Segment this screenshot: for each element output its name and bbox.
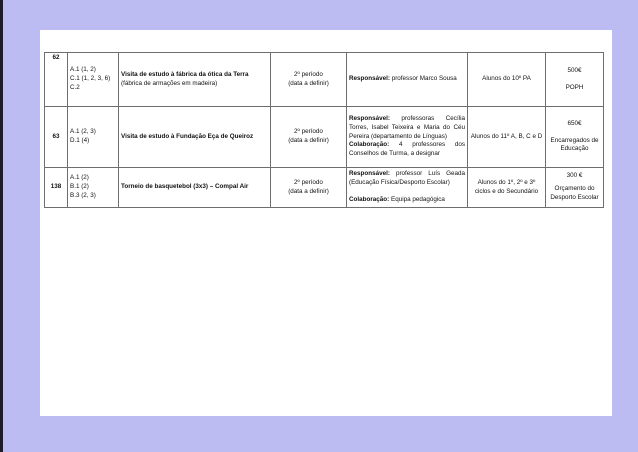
table-row bbox=[45, 168, 604, 208]
collaboration-text: 4 professores dos Conselhos de Turma, a designar bbox=[349, 141, 465, 158]
funding-source: POPH bbox=[565, 83, 584, 91]
window-edge bbox=[0, 0, 3, 452]
period-note: (data a definir) bbox=[288, 187, 329, 195]
responsible-cell bbox=[347, 107, 468, 168]
objective: D.1 (4) bbox=[70, 137, 90, 144]
objective: A.1 (2) bbox=[70, 174, 89, 182]
collaboration-label: Colaboração: bbox=[349, 195, 390, 203]
budget: 500€ bbox=[567, 66, 582, 74]
responsible-label: Responsável: bbox=[349, 170, 390, 178]
activity-title-cell bbox=[119, 53, 271, 107]
target-cell: Alunos do 1º, 2º e 3º ciclos e do Secundário bbox=[468, 168, 546, 208]
period-cell bbox=[271, 168, 347, 208]
responsible-label: Responsável: bbox=[349, 75, 390, 83]
objectives-cell bbox=[68, 168, 119, 208]
collaboration-entry bbox=[349, 141, 465, 158]
responsible-cell bbox=[347, 53, 468, 107]
activity-title-cell bbox=[119, 168, 271, 208]
collaboration-entry bbox=[349, 196, 465, 205]
activity-subtitle: (fábrica de armações em madeira) bbox=[121, 79, 218, 87]
budget-cell bbox=[546, 53, 604, 107]
target-cell: Alunos do 11º A, B, C e D bbox=[468, 107, 546, 168]
responsible-text: professor Marco Sousa bbox=[389, 75, 457, 83]
activities-table bbox=[44, 52, 604, 208]
period: 2º período bbox=[294, 70, 323, 78]
responsible-text: professoras Cecília Torres, Isabel Teixeira e Maria do Céu Pereira (departamento de Línguas) bbox=[349, 115, 465, 140]
activity-number: 138 bbox=[45, 168, 68, 208]
objectives-cell bbox=[68, 53, 119, 107]
responsible-entry bbox=[349, 170, 465, 187]
funding-source: Encarregados de Educação bbox=[550, 136, 599, 153]
objective: C.2 bbox=[70, 83, 80, 91]
responsible-text: professor Luís Geada (Educação Física/Desporto Escolar) bbox=[349, 170, 465, 187]
responsible-cell bbox=[347, 168, 468, 208]
responsible-entry bbox=[349, 75, 465, 84]
objectives-cell bbox=[68, 107, 119, 168]
objective: B.3 (2, 3) bbox=[70, 191, 96, 199]
funding-source: Orçamento do Desporto Escolar bbox=[550, 185, 599, 201]
activity-number: 62 bbox=[45, 53, 68, 107]
target-cell: Alunos do 10º PA bbox=[468, 53, 546, 107]
objective: A.1 (1, 2) bbox=[70, 66, 96, 74]
objective: C.1 (1, 2, 3, 6) bbox=[70, 75, 111, 83]
collaboration-text: Equipa pedagógica bbox=[389, 195, 445, 203]
objective: A.1 (2, 3) bbox=[70, 128, 96, 136]
activity-number: 63 bbox=[45, 107, 68, 168]
activity-title: Visita de estudo à Fundação Eça de Queiroz bbox=[121, 132, 254, 140]
document-page bbox=[40, 30, 612, 416]
responsible-entry bbox=[349, 115, 465, 141]
period-cell bbox=[271, 53, 347, 107]
collaboration-label: Colaboração: bbox=[349, 141, 390, 149]
period-note: (data a definir) bbox=[288, 79, 329, 87]
table-row bbox=[45, 53, 604, 107]
activity-title-cell bbox=[119, 107, 271, 168]
budget-cell bbox=[546, 107, 604, 168]
period: 2º período bbox=[294, 178, 323, 186]
period: 2º período bbox=[294, 128, 323, 136]
activity-title: Visita de estudo à fábrica da ótica da Terra bbox=[121, 70, 249, 78]
period-cell bbox=[271, 107, 347, 168]
responsible-label: Responsável: bbox=[349, 115, 390, 123]
activity-title: Torneio de basquetebol (3x3) – Compal Air bbox=[121, 183, 249, 191]
budget: 650€ bbox=[567, 119, 582, 127]
objective: B.1 (2) bbox=[70, 183, 89, 191]
budget-cell bbox=[546, 168, 604, 208]
period-note: (data a definir) bbox=[288, 137, 329, 144]
budget: 300 € bbox=[566, 172, 583, 180]
table-row bbox=[45, 107, 604, 168]
